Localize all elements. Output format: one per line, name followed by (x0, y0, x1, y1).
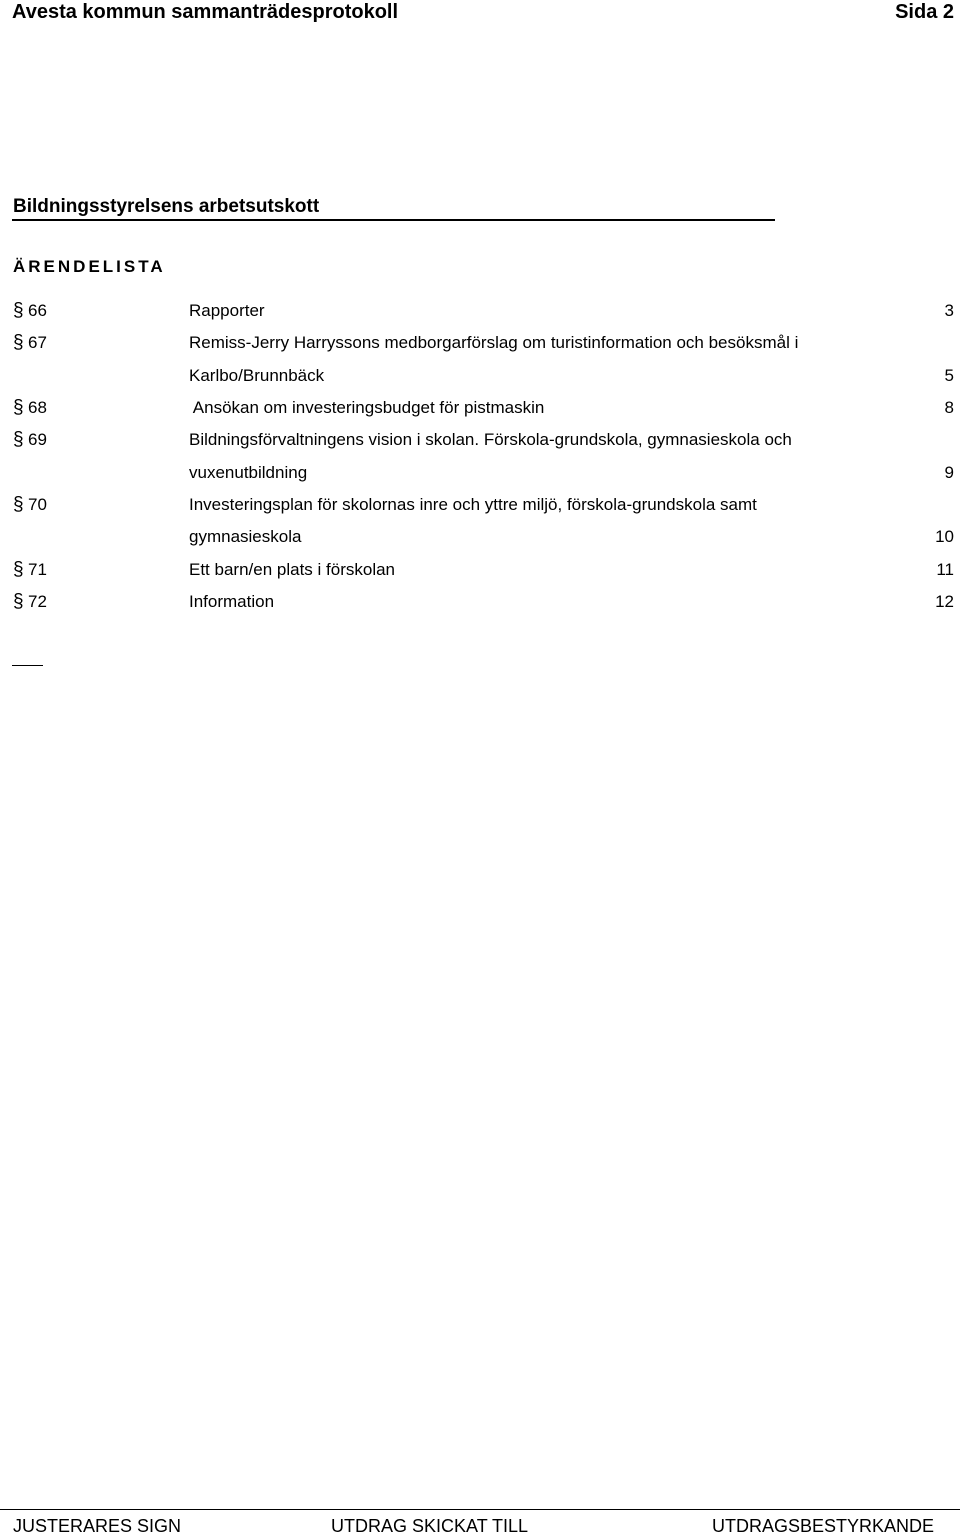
agenda-item-70 (0, 493, 960, 517)
agenda-item-66 (0, 299, 960, 323)
item-number: 66 (28, 301, 47, 320)
section-symbol: § (13, 494, 24, 515)
item-page: 12 (935, 592, 954, 611)
section-symbol: § (13, 559, 24, 580)
agenda-item-68 (0, 396, 960, 420)
document-title: Avesta kommun sammanträdesprotokoll (12, 1, 399, 23)
item-number: 71 (28, 560, 47, 579)
item-title-continued: Karlbo/Brunnbäck (189, 366, 325, 385)
committee-underline (12, 219, 775, 221)
list-heading: ÄRENDELISTA (13, 257, 166, 276)
item-title-continued: vuxenutbildning (189, 463, 308, 482)
item-page: 9 (944, 463, 954, 482)
item-page: 11 (936, 560, 954, 579)
agenda-item-71 (0, 558, 960, 582)
section-symbol: § (13, 591, 24, 612)
agenda-item-69 (0, 428, 960, 452)
page-number: Sida 2 (895, 1, 954, 23)
footer-sent-to-label: UTDRAG SKICKAT TILL (331, 1516, 529, 1536)
item-number: 69 (28, 430, 47, 449)
item-title: Ansökan om investeringsbudget för pistmaskin (189, 398, 545, 417)
item-page: 8 (944, 398, 954, 417)
item-page: 10 (935, 527, 954, 546)
footer-rule (0, 1509, 960, 1510)
item-page: 3 (944, 301, 954, 320)
item-number: 68 (28, 398, 47, 417)
item-title: Investeringsplan för skolornas inre och yttre miljö, förskola-grundskola samt (189, 495, 757, 514)
item-number: 70 (28, 495, 47, 514)
agenda-item-69-continued (0, 461, 960, 485)
item-title: Bildningsförvaltningens vision i skolan. Förskola-grundskola, gymnasieskola och (189, 430, 792, 449)
section-symbol: § (13, 429, 24, 450)
committee-name: Bildningsstyrelsens arbetsutskott (13, 196, 320, 217)
footer-certification-label: UTDRAGSBESTYRKANDE (711, 1516, 934, 1536)
item-number: 72 (28, 592, 47, 611)
item-title: Ett barn/en plats i förskolan (189, 560, 396, 579)
section-symbol: § (13, 332, 24, 353)
section-symbol: § (13, 397, 24, 418)
agenda-item-67-continued (0, 364, 960, 388)
footer-signature-label: JUSTERARES SIGN (13, 1516, 182, 1536)
separator-line (12, 665, 43, 666)
section-symbol: § (13, 300, 24, 321)
item-title: Information (189, 592, 275, 611)
agenda-item-72 (0, 590, 960, 614)
agenda-item-70-continued (0, 525, 960, 549)
item-number: 67 (28, 333, 47, 352)
item-title: Remiss-Jerry Harryssons medborgarförslag om turistinformation och besöksmål i (189, 333, 799, 352)
item-title-continued: gymnasieskola (189, 527, 302, 546)
item-page: 5 (944, 366, 954, 385)
agenda-item-67 (0, 331, 960, 355)
item-title: Rapporter (189, 301, 265, 320)
